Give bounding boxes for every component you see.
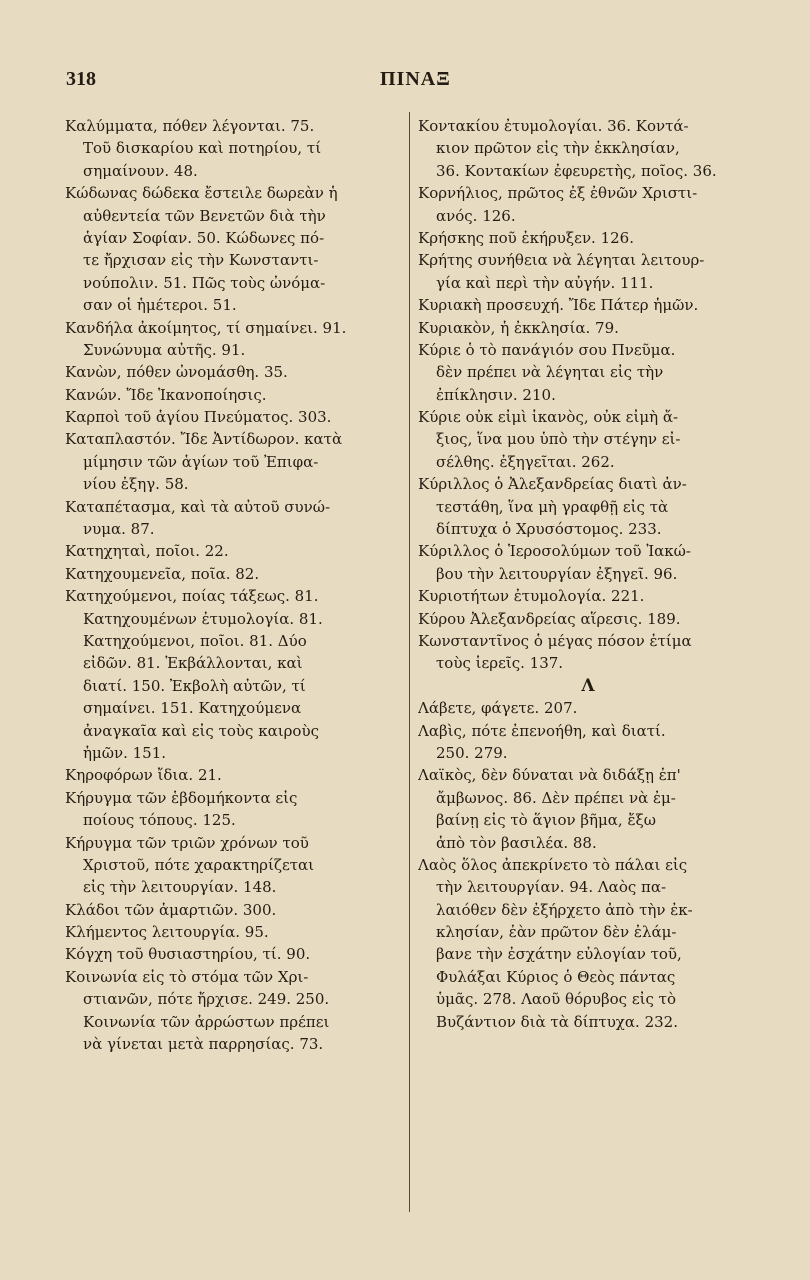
index-entry-continuation: κλησίαν, ἐὰν πρῶτον δὲν ἐλάμ- [436,923,677,942]
index-entry-continuation: τεστάθη, ἵνα μὴ γραφθῇ εἰς τὰ [436,497,669,516]
index-entry-continuation: ποίους τόπους. 125. [83,811,236,830]
index-entry: Λαϊκὸς, δὲν δύναται νὰ διδάξῃ ἐπ' [418,766,681,785]
index-entry-continuation: μίμησιν τῶν ἁγίων τοῦ Ἐπιφα- [83,452,319,471]
index-entry-continuation: ξιος, ἵνα μου ὑπὸ τὴν στέγην εἰ- [436,430,681,449]
index-entry: Κύρου Ἀλεξανδρείας αἵρεσις. 189. [418,609,681,628]
index-entry: Κανὼν, πόθεν ὠνομάσθη. 35. [65,363,288,382]
index-entry: Καλύμματα, πόθεν λέγονται. 75. [65,117,315,135]
index-entry: Κρήτης συνήθεια νὰ λέγηται λειτουρ- [418,251,705,270]
index-entry: Κύριε οὐκ εἰμὶ ἱκανὸς, οὐκ εἰμὴ ἄ- [418,408,679,427]
index-entry: Κυριακὸν, ἡ ἐκκλησία. 79. [418,318,619,337]
index-entry-continuation: ἁγίαν Σοφίαν. 50. Κώδωνες πό- [83,228,325,247]
index-entry: Κύριε ὁ τὸ πανάγιόν σου Πνεῦμα. [418,340,676,359]
section-letter-heading: Λ [581,675,595,696]
index-entry-continuation: σέλθης. ἐξηγεῖται. 262. [436,452,615,471]
index-entry-continuation: διατί. 150. Ἐκβολὴ αὐτῶν, τί [83,676,306,695]
index-entry-continuation: Κοινωνία τῶν ἀρρώστων πρέπει [83,1012,330,1031]
index-entry-continuation: δίπτυχα ὁ Χρυσόστομος. 233. [436,520,662,539]
index-entry-continuation: νὰ γίνεται μετὰ παρρησίας. 73. [83,1035,324,1054]
index-entry-continuation: στιανῶν, πότε ἤρχισε. 249. 250. [83,990,330,1009]
left-column [65,115,403,1055]
index-entry-continuation: βανε τὴν ἐσχάτην εὐλογίαν τοῦ, [436,945,682,964]
index-entry: Καρποὶ τοῦ ἁγίου Πνεύματος. 303. [65,408,332,427]
index-entry-continuation: σαν οἱ ἡμέτεροι. 51. [83,296,237,315]
index-entry: Κορνήλιος, πρῶτος ἐξ ἐθνῶν Χριστι- [418,184,698,203]
index-entry: Κύριλλος ὁ Ἱεροσολύμων τοῦ Ἰακώ- [418,542,691,561]
index-entry: Λαβὶς, πότε ἐπενοήθη, καὶ διατί. [418,721,666,740]
index-entry-continuation: Τοῦ δισκαρίου καὶ ποτηρίου, τί [83,139,322,158]
index-entry-continuation: ἐπίκλησιν. 210. [436,385,556,404]
index-entry-continuation: νυμα. 87. [83,520,155,539]
index-entry-continuation: Συνώνυμα αὐτῆς. 91. [83,340,246,359]
index-entry-continuation: τὴν λειτουργίαν. 94. Λαὸς πα- [436,878,667,897]
index-entry: Κήρυγμα τῶν τριῶν χρόνων τοῦ [65,833,309,852]
index-entry-continuation: ανός. 126. [436,206,516,225]
index-entry: Κοντακίου ἐτυμολογίαι. 36. Κοντά- [418,117,689,135]
index-entry-continuation: νούπολιν. 51. Πῶς τοὺς ὠνόμα- [83,273,326,292]
index-entry-continuation: ἀναγκαῖα καὶ εἰς τοὺς καιροὺς [83,721,319,740]
index-entry-continuation: 36. Κοντακίων ἐφευρετὴς, ποῖος. 36. [436,161,717,180]
index-entry: Κοινωνία εἰς τὸ στόμα τῶν Χρι- [65,967,309,986]
index-entry-continuation: λαιόθεν δὲν ἐξήρχετο ἀπὸ τὴν ἐκ- [436,900,693,919]
index-entry: Λαὸς ὅλος ἀπεκρίνετο τὸ πάλαι εἰς [418,855,688,874]
index-entry: Κλήμεντος λειτουργία. 95. [65,923,269,942]
index-entry: Καταπέτασμα, καὶ τὰ αὐτοῦ συνώ- [65,497,331,516]
index-entry-continuation: σημαίνει. 151. Κατηχούμενα [83,699,302,718]
index-entry-continuation: Κατηχούμενοι, ποῖοι. 81. Δύο [83,631,307,650]
index-entry: Λάβετε, φάγετε. 207. [418,699,578,718]
index-entry-continuation: ἀπὸ τὸν βασιλέα. 88. [436,833,597,852]
index-entry: Κανδήλα ἀκοίμητος, τί σημαίνει. 91. [65,318,347,337]
index-entry-continuation: ἡμῶν. 151. [83,743,167,762]
index-entry-continuation: εἰς τὴν λειτουργίαν. 148. [83,878,277,897]
index-entry-continuation: βου τὴν λειτουργίαν ἐξηγεῖ. 96. [436,564,678,583]
index-entry-continuation: βαίνῃ εἰς τὸ ἅγιον βῆμα, ἔξω [436,811,656,830]
index-entry: Κωνσταντῖνος ὁ μέγας πόσον ἐτίμα [418,631,692,650]
index-entry-continuation: ἄμβωνος. 86. Δὲν πρέπει νὰ ἐμ- [436,788,676,807]
index-entry-continuation: τε ἤρχισαν εἰς τὴν Κωνσταντι- [83,251,319,270]
index-entry-continuation: σημαίνουν. 48. [83,161,198,180]
index-entry-continuation: 250. 279. [436,743,508,762]
index-entry-continuation: κιον πρῶτον εἰς τὴν ἐκκλησίαν, [436,139,680,158]
index-entry-continuation: νίου ἐξηγ. 58. [83,475,189,494]
index-entry: Κανών. Ἴδε Ἱκανοποίησις. [65,385,267,404]
index-entry-continuation: Χριστοῦ, πότε χαρακτηρίζεται [83,855,315,874]
index-entry-continuation: Κατηχουμένων ἐτυμολογία. 81. [83,609,323,628]
index-entry: Κήρυγμα τῶν ἑβδομήκοντα εἰς [65,788,298,807]
index-entry-continuation: Βυζάντιον διὰ τὰ δίπτυχα. 232. [436,1012,678,1031]
index-entry-continuation: ὑμᾶς. 278. Λαοῦ θόρυβος εἰς τὸ [436,990,676,1009]
index-entry-continuation: Φυλάξαι Κύριος ὁ Θεὸς πάντας [436,967,676,986]
page-title: ΠΙΝΑΞ [380,68,451,90]
index-entry-continuation: τοὺς ἱερεῖς. 137. [436,654,564,673]
right-column [418,115,758,1033]
index-entry: Κύριλλος ὁ Ἀλεξανδρείας διατὶ ἀν- [418,475,687,494]
index-entry-continuation: εἰδῶν. 81. Ἐκβάλλονται, καὶ [83,654,303,673]
index-entry: Κατηχουμενεῖα, ποῖα. 82. [65,564,260,583]
index-entry: Κόγχη τοῦ θυσιαστηρίου, τί. 90. [65,945,311,964]
index-entry: Κυριοτήτων ἐτυμολογία. 221. [418,587,645,606]
page-number: 318 [66,68,96,90]
index-entry-continuation: δὲν πρέπει νὰ λέγηται εἰς τὴν [436,363,664,382]
index-entry: Κατηχούμενοι, ποίας τάξεως. 81. [65,587,319,606]
column-divider [409,112,410,1212]
index-entry: Κατηχηταὶ, ποῖοι. 22. [65,542,229,561]
index-entry: Κώδωνας δώδεκα ἔστειλε δωρεὰν ἡ [65,184,338,203]
index-entry: Κρήσκης ποῦ ἐκήρυξεν. 126. [418,228,634,247]
index-entry: Κηροφόρων ἴδια. 21. [65,766,222,785]
index-entry-continuation: γία καὶ περὶ τὴν αὐγήν. 111. [436,273,654,292]
index-entry: Καταπλαστόν. Ἴδε Ἀντίδωρον. κατὰ [65,430,343,449]
index-entry-continuation: αὐθεντεία τῶν Βενετῶν διὰ τὴν [83,206,326,225]
index-entry: Κυριακὴ προσευχή. Ἴδε Πάτερ ἡμῶν. [418,296,699,315]
index-entry: Κλάδοι τῶν ἁμαρτιῶν. 300. [65,900,277,919]
